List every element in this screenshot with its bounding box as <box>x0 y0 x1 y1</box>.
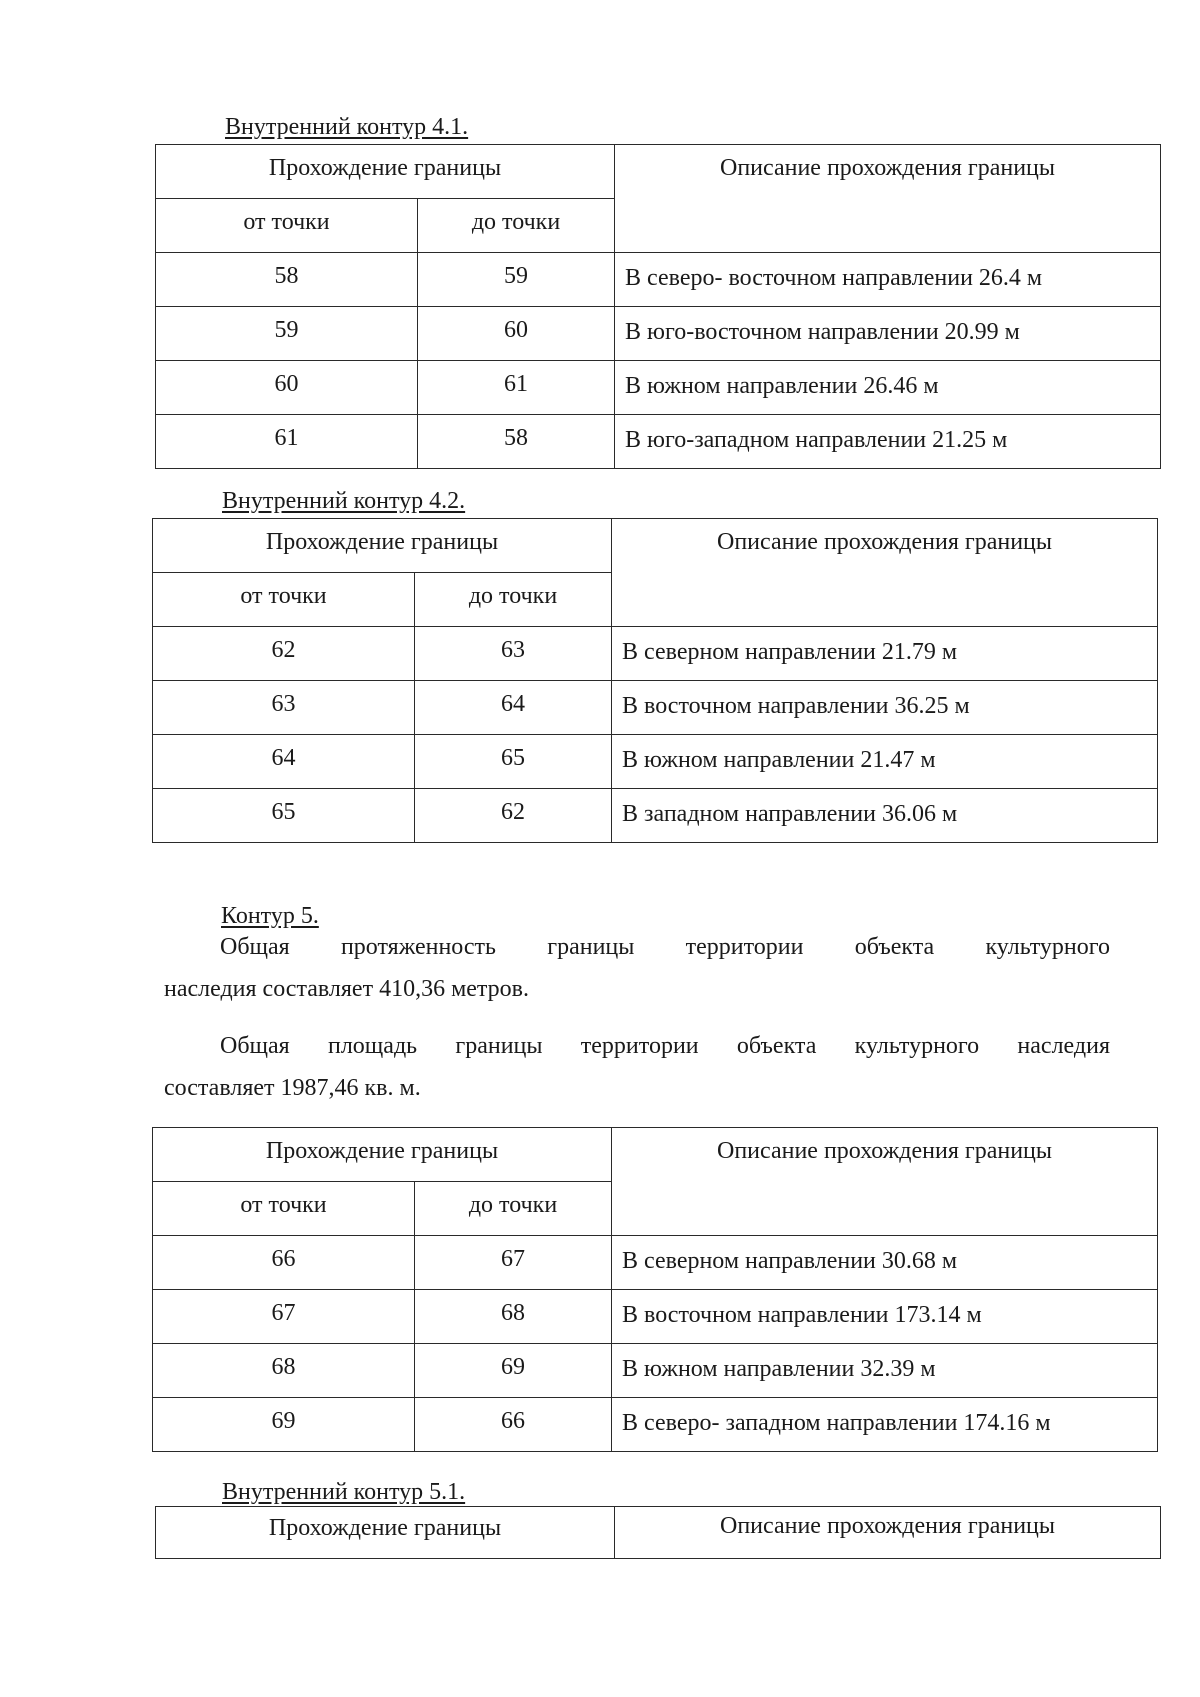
table-row <box>153 681 1158 735</box>
cell-from: 68 <box>153 1344 415 1398</box>
header-from-point: от точки <box>156 199 418 253</box>
cell-to: 68 <box>415 1290 612 1344</box>
boundary-table-5-1 <box>155 1506 1161 1559</box>
cell-from: 61 <box>156 415 418 469</box>
table-row <box>153 789 1158 843</box>
cell-description: В северо- западном направлении 174.16 м <box>612 1398 1158 1452</box>
cell-description: В северном направлении 30.68 м <box>612 1236 1158 1290</box>
cell-to: 66 <box>415 1398 612 1452</box>
table-row <box>153 1398 1158 1452</box>
cell-from: 65 <box>153 789 415 843</box>
cell-from: 69 <box>153 1398 415 1452</box>
table-row <box>153 627 1158 681</box>
cell-description: В южном направлении 26.46 м <box>615 361 1161 415</box>
cell-description: В юго-восточном направлении 20.99 м <box>615 307 1161 361</box>
table-row <box>156 307 1161 361</box>
header-to-point: до точки <box>415 1182 612 1236</box>
cell-to: 58 <box>418 415 615 469</box>
cell-from: 58 <box>156 253 418 307</box>
boundary-table-5 <box>152 1127 1158 1452</box>
cell-description: В юго-западном направлении 21.25 м <box>615 415 1161 469</box>
table-row <box>156 415 1161 469</box>
cell-to: 65 <box>415 735 612 789</box>
cell-to: 63 <box>415 627 612 681</box>
cell-to: 62 <box>415 789 612 843</box>
cell-to: 61 <box>418 361 615 415</box>
header-to-point: до точки <box>415 573 612 627</box>
cell-from: 66 <box>153 1236 415 1290</box>
cell-from: 64 <box>153 735 415 789</box>
header-description: Описание прохождения границы <box>615 145 1161 253</box>
header-description: Описание прохождения границы <box>612 519 1158 627</box>
total-area-line-2: составляет 1987,46 кв. м. <box>164 1075 421 1101</box>
cell-from: 59 <box>156 307 418 361</box>
cell-from: 62 <box>153 627 415 681</box>
cell-to: 60 <box>418 307 615 361</box>
table-row <box>153 735 1158 789</box>
section-5-title: Контур 5. <box>221 903 319 929</box>
total-length-line-1: Общая протяженность границы территории объекта культурного <box>220 934 1110 960</box>
cell-to: 64 <box>415 681 612 735</box>
table-row <box>153 1236 1158 1290</box>
header-passage: Прохождение границы <box>156 1507 615 1559</box>
total-length-line-2: наследия составляет 410,36 метров. <box>164 976 530 1002</box>
cell-description: В южном направлении 32.39 м <box>612 1344 1158 1398</box>
header-from-point: от точки <box>153 1182 415 1236</box>
table-row <box>153 1344 1158 1398</box>
table-header-row <box>153 1128 1158 1182</box>
cell-from: 63 <box>153 681 415 735</box>
header-passage: Прохождение границы <box>153 1128 612 1182</box>
cell-description: В западном направлении 36.06 м <box>612 789 1158 843</box>
cell-description: В восточном направлении 36.25 м <box>612 681 1158 735</box>
section-5-1-title: Внутренний контур 5.1. <box>222 1479 466 1505</box>
section-4-2-title: Внутренний контур 4.2. <box>222 488 466 514</box>
header-passage: Прохождение границы <box>153 519 612 573</box>
header-to-point: до точки <box>418 199 615 253</box>
cell-from: 60 <box>156 361 418 415</box>
table-row <box>156 361 1161 415</box>
cell-to: 59 <box>418 253 615 307</box>
header-passage: Прохождение границы <box>156 145 615 199</box>
cell-description: В северо- восточном направлении 26.4 м <box>615 253 1161 307</box>
cell-description: В северном направлении 21.79 м <box>612 627 1158 681</box>
total-area-paragraph <box>164 1025 1110 1109</box>
table-header-row <box>156 1507 1161 1559</box>
boundary-table-4-1 <box>155 144 1161 469</box>
header-from-point: от точки <box>153 573 415 627</box>
total-length-paragraph <box>164 926 1110 1010</box>
cell-to: 67 <box>415 1236 612 1290</box>
table-header-row <box>153 519 1158 573</box>
table-row <box>156 253 1161 307</box>
cell-description: В южном направлении 21.47 м <box>612 735 1158 789</box>
table-row <box>153 1290 1158 1344</box>
cell-description: В восточном направлении 173.14 м <box>612 1290 1158 1344</box>
header-description: Описание прохождения границы <box>612 1128 1158 1236</box>
boundary-table-4-2 <box>152 518 1158 843</box>
header-description: Описание прохождения границы <box>615 1507 1161 1559</box>
section-4-1-title: Внутренний контур 4.1. <box>225 114 469 140</box>
table-header-row <box>156 145 1161 199</box>
cell-from: 67 <box>153 1290 415 1344</box>
cell-to: 69 <box>415 1344 612 1398</box>
total-area-line-1: Общая площадь границы территории объекта культурного наследия <box>220 1033 1110 1059</box>
